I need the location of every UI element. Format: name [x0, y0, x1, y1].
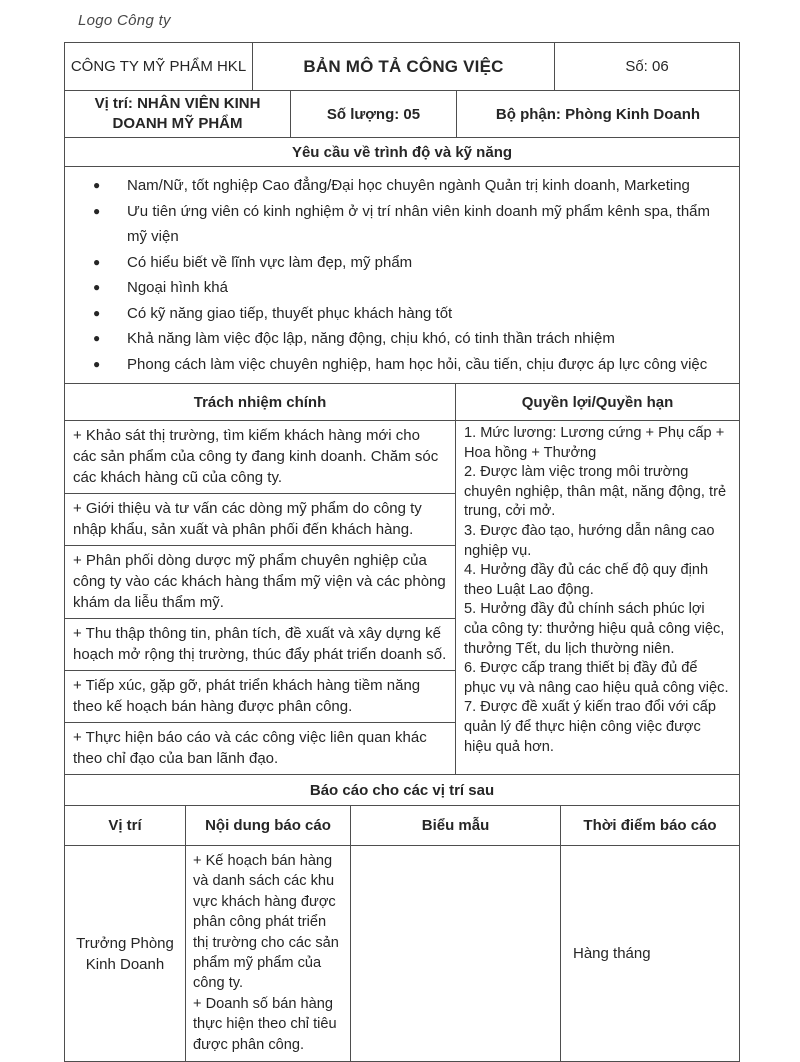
- requirement-item: [65, 275, 727, 301]
- requirement-text: Ngoại hình khá: [127, 279, 228, 296]
- requirement-text: Có hiểu biết về lĩnh vực làm đẹp, mỹ phẩm: [127, 253, 413, 271]
- reporting-table-header: [65, 806, 739, 846]
- requirement-text: Phong cách làm việc chuyên nghiệp, ham học hỏi, cầu tiến, chịu được áp lực công việc: [127, 355, 708, 373]
- benefit-item: 2. Được làm việc trong môi trường chuyên nghiệp, thân mật, năng động, trẻ trung, cởi mở.: [464, 464, 727, 520]
- benefits-title: Quyền lợi/Quyền hạn: [456, 384, 739, 421]
- responsibility-item: + Tiếp xúc, gặp gỡ, phát triển khách hàng tiềm năng theo kế hoạch bán hàng được phân công.: [65, 671, 455, 723]
- responsibility-item: + Thực hiện báo cáo và các công việc liên quan khác theo chỉ đạo của ban lãnh đạo.: [73, 729, 427, 767]
- responsibility-item: + Phân phối dòng dược mỹ phẩm chuyên nghiệp của công ty vào các khách hàng thẩm mỹ viện và các phòng khám da liễu thẩm mỹ.: [65, 546, 455, 619]
- requirement-item: [65, 250, 727, 276]
- requirement-text: Nam/Nữ, tốt nghiệp Cao đẳng/Đại học chuyên ngành Quản trị kinh doanh, Marketing: [127, 177, 690, 194]
- responsibility-item: + Thu thập thông tin, phân tích, đề xuất và xây dựng kế hoạch mở rộng thị trường, thúc đẩy phát triển doanh số.: [65, 619, 455, 671]
- company-logo-text: Logo Công ty: [78, 12, 171, 29]
- bullet-icon: ●: [93, 331, 101, 345]
- column-header-position: Vị trí: [65, 806, 186, 845]
- requirement-text: Khả năng làm việc độc lập, năng động, chịu khó, có tinh thần trách nhiệm: [127, 330, 615, 347]
- benefits-list: [456, 421, 739, 774]
- header-row-1: [65, 43, 739, 91]
- bullet-icon: ●: [93, 254, 101, 269]
- bullet-icon: ●: [93, 280, 101, 294]
- benefit-item: 4. Hưởng đầy đủ các chế độ quy định theo Luật Lao động.: [464, 562, 709, 598]
- requirements-list: [65, 167, 739, 384]
- document-number: Số: 06: [625, 58, 669, 75]
- requirement-text: Ưu tiên ứng viên có kinh nghiệm ở vị trí nhân viên kinh doanh mỹ phẩm kênh spa, thẩm mỹ viện: [127, 202, 711, 245]
- header-row-2: [65, 91, 739, 138]
- headcount: Số lượng: 05: [291, 91, 457, 137]
- department: Bộ phận: Phòng Kinh Doanh: [495, 105, 701, 123]
- benefit-item: 7. Được đề xuất ý kiến trao đổi với cấp quản lý để thực hiện công việc được hiệu quả hơn.: [464, 699, 716, 755]
- reporting-section-title: Báo cáo cho các vị trí sau: [65, 775, 739, 806]
- report-position-cell: Trưởng Phòng Kinh Doanh: [65, 846, 186, 1061]
- requirement-item: [65, 301, 727, 327]
- bullet-icon: ●: [93, 203, 101, 218]
- responsibility-item: + Khảo sát thị trường, tìm kiếm khách hàng mới cho các sản phẩm của công ty đang kinh doanh. Chăm sóc các khách hàng cũ của công ty.: [65, 421, 455, 494]
- column-header-form: Biểu mẫu: [351, 806, 561, 845]
- company-name: CÔNG TY MỸ PHẨM HKL: [65, 43, 253, 90]
- benefit-item: 6. Được cấp trang thiết bị đầy đủ để phục vụ và nâng cao hiệu quả công việc.: [464, 660, 729, 696]
- responsibilities-title: Trách nhiệm chính: [65, 384, 455, 421]
- reporting-table-row: [65, 846, 739, 1061]
- report-content-paragraph: + Kế hoạch bán hàng và danh sách các khu vực khách hàng được phân công phát triển thị trường cho các sản phẩm mỹ phẩm của công ty.: [193, 853, 339, 992]
- benefit-item: 5. Hưởng đầy đủ chính sách phúc lợi của công ty: thưởng hiệu quả công việc, thưởng Tết, du lịch thường niên.: [464, 601, 725, 657]
- responsibility-item: + Giới thiệu và tư vấn các dòng mỹ phẩm do công ty nhập khẩu, sản xuất và phân phối đến khách hàng.: [65, 494, 455, 546]
- document-title: BẢN MÔ TẢ CÔNG VIỆC: [253, 43, 555, 90]
- requirements-section-title: Yêu cầu về trình độ và kỹ năng: [65, 138, 739, 167]
- requirement-item: [65, 326, 727, 352]
- bullet-icon: ●: [93, 178, 101, 192]
- requirement-item: [65, 199, 727, 250]
- benefit-item: 3. Được đào tạo, hướng dẫn nâng cao nghiệp vụ.: [464, 522, 715, 559]
- column-header-report-content: Nội dung báo cáo: [186, 806, 351, 845]
- bullet-icon: ●: [93, 305, 101, 320]
- responsibilities-column: [65, 384, 456, 774]
- report-form-cell: [351, 846, 561, 1061]
- benefits-column: [456, 384, 739, 774]
- requirement-item: [65, 173, 727, 199]
- report-time-cell: Hàng tháng: [573, 945, 651, 963]
- report-content-paragraph: + Doanh số bán hàng thực hiện theo chỉ tiêu được phân công.: [193, 995, 337, 1053]
- requirement-item: [65, 352, 727, 378]
- benefit-item: 1. Mức lương: Lương cứng + Phụ cấp + Hoa hồng + Thưởng: [464, 425, 725, 461]
- column-header-report-time: Thời điểm báo cáo: [583, 817, 717, 834]
- document-table: [64, 42, 740, 1062]
- report-content-cell: [186, 846, 351, 1061]
- position-title: Vị trí: NHÂN VIÊN KINH DOANH MỸ PHẨM: [65, 91, 291, 137]
- requirement-text: Có kỹ năng giao tiếp, thuyết phục khách hàng tốt: [127, 304, 453, 322]
- bullet-icon: ●: [93, 356, 101, 371]
- responsibilities-benefits-section: [65, 384, 739, 775]
